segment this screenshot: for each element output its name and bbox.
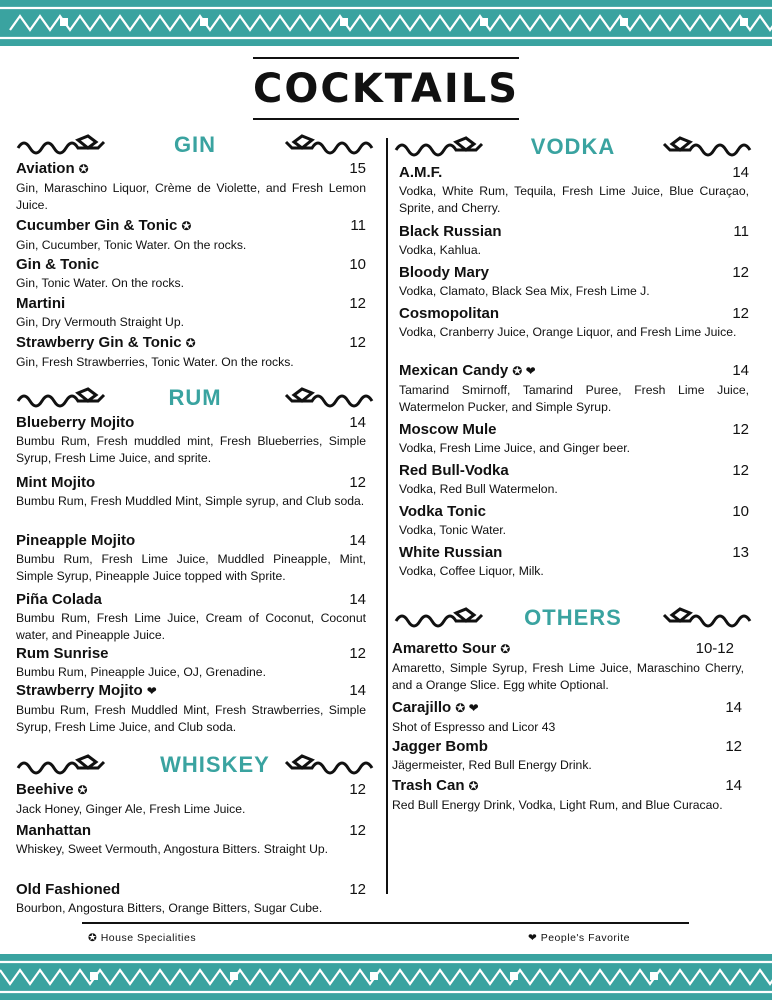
menu-item: [399, 164, 749, 217]
menu-item: [399, 503, 749, 539]
section-header-vodka: [394, 134, 752, 162]
aztec-pattern-icon: [0, 954, 772, 1000]
menu-item: [399, 264, 749, 300]
menu-item: [16, 591, 366, 644]
item-name: Gin & Tonic: [16, 256, 100, 273]
item-description: Gin, Cucumber, Tonic Water. On the rocks.: [16, 238, 247, 252]
item-name: Vodka Tonic: [399, 503, 486, 520]
menu-item: [399, 544, 749, 580]
house-special-icon: ✪: [500, 642, 511, 656]
item-description: Vodka, Tonic Water.: [399, 523, 507, 537]
menu-item: [16, 822, 366, 858]
title-top-rule: [253, 57, 519, 59]
menu-item: [16, 474, 366, 510]
menu-item: [16, 160, 366, 214]
item-name: Cucumber Gin & Tonic: [16, 217, 178, 234]
section-title: RUM: [168, 385, 222, 410]
menu-item: [399, 421, 749, 457]
item-price: 15: [349, 160, 366, 177]
house-special-favorite-icons: ✪ ❤: [512, 364, 536, 378]
item-description: Whiskey, Sweet Vermouth, Angostura Bitters. Straight Up.: [16, 842, 329, 856]
item-name: Cosmopolitan: [399, 305, 499, 322]
menu-item: [16, 217, 366, 254]
item-description: Bumbu Rum, Fresh Muddled Mint, Fresh Strawberries, Simple Syrup, Fresh Lime Juice, and Club soda.: [16, 703, 366, 734]
item-name: Carajillo: [392, 699, 452, 716]
item-name: Jagger Bomb: [392, 738, 488, 755]
serpent-icon: [284, 134, 374, 156]
item-name: Piña Colada: [16, 591, 102, 608]
item-name: Bloody Mary: [399, 264, 490, 281]
title-bottom-rule: [253, 118, 519, 120]
item-price: 12: [349, 334, 366, 351]
item-name: Strawberry Gin & Tonic: [16, 334, 182, 351]
item-description: Jack Honey, Ginger Ale, Fresh Lime Juice.: [16, 802, 246, 816]
section-title: GIN: [173, 132, 217, 157]
item-price: 14: [349, 682, 366, 699]
item-description: Gin, Tonic Water. On the rocks.: [16, 276, 184, 290]
column-divider: [386, 138, 388, 894]
house-special-icon: ✪: [181, 219, 192, 233]
menu-item: [399, 462, 749, 498]
item-name: Black Russian: [399, 223, 502, 240]
serpent-icon: [662, 136, 752, 158]
section-header-others: [394, 605, 752, 633]
item-price: 12: [732, 421, 749, 438]
house-special-favorite-icons: ✪ ❤: [455, 701, 479, 715]
favorite-heart-icon: ❤: [146, 684, 157, 698]
item-name: Blueberry Mojito: [16, 414, 135, 431]
item-description: Bumbu Rum, Fresh Lime Juice, Muddled Pineapple, Mint, Simple Syrup, Pineapple Juice topped with Sprite.: [16, 552, 366, 583]
item-price: 14: [349, 414, 366, 431]
item-description: Bumbu Rum, Fresh muddled mint, Fresh Blueberries, Simple Syrup, Fresh Lime Juice, and sprite.: [16, 434, 366, 465]
item-description: Bumbu Rum, Pineapple Juice, OJ, Grenadine.: [16, 665, 266, 679]
menu-item: [399, 305, 749, 341]
footer-rule: [82, 922, 689, 924]
item-name: A.M.F.: [399, 164, 443, 181]
item-name: Red Bull-Vodka: [399, 462, 509, 479]
item-name: Aviation: [16, 160, 75, 177]
item-description: Vodka, Coffee Liquor, Milk.: [399, 564, 544, 578]
item-name: Old Fashioned: [16, 881, 121, 898]
item-price: 12: [349, 295, 366, 312]
item-name: Moscow Mule: [399, 421, 497, 438]
serpent-icon: [284, 754, 374, 776]
item-name: Mexican Candy: [399, 362, 509, 379]
item-price: 13: [732, 544, 749, 561]
item-name: Strawberry Mojito: [16, 682, 143, 699]
item-description: Amaretto, Simple Syrup, Fresh Lime Juice, Maraschino Cherry, and a Orange Slice. Egg white Optional.: [392, 661, 744, 692]
menu-item: [16, 414, 366, 467]
menu-item: [16, 645, 366, 681]
menu-item: [16, 295, 366, 331]
item-price: 14: [349, 591, 366, 608]
item-name: Martini: [16, 295, 66, 312]
top-decorative-band: [0, 0, 772, 46]
item-name: Mint Mojito: [16, 474, 96, 491]
house-special-icon: ✪: [185, 336, 196, 350]
item-description: Shot of Espresso and Licor 43: [392, 720, 556, 734]
aztec-pattern-icon: [0, 0, 772, 46]
menu-item: [16, 532, 366, 585]
section-header-whiskey: [16, 752, 374, 780]
item-price: 14: [725, 777, 742, 794]
item-description: Jägermeister, Red Bull Energy Drink.: [392, 758, 592, 772]
serpent-icon: [662, 607, 752, 629]
item-description: Vodka, Fresh Lime Juice, and Ginger beer.: [399, 441, 631, 455]
item-price: 12: [349, 881, 366, 898]
menu-item: [392, 699, 744, 736]
item-price: 10: [732, 503, 749, 520]
section-title: OTHERS: [524, 605, 622, 630]
item-description: Vodka, Red Bull Watermelon.: [399, 482, 558, 496]
item-description: Bumbu Rum, Fresh Muddled Mint, Simple syrup, and Club soda.: [16, 494, 365, 508]
item-description: Bumbu Rum, Fresh Lime Juice, Cream of Coconut, Coconut water, and Pineapple Juice.: [16, 611, 366, 642]
item-price: 12: [349, 822, 366, 839]
menu-item: [16, 881, 366, 917]
house-special-icon: ✪: [78, 162, 89, 176]
section-title: VODKA: [530, 134, 616, 159]
item-description: Gin, Dry Vermouth Straight Up.: [16, 315, 184, 329]
item-price: 12: [349, 781, 366, 798]
item-name: Pineapple Mojito: [16, 532, 136, 549]
menu-item: [16, 334, 366, 371]
item-description: Bourbon, Angostura Bitters, Orange Bitters, Sugar Cube.: [16, 901, 323, 915]
section-title: WHISKEY: [160, 752, 270, 777]
legend-house-specialities: ✪ House Specialities: [88, 932, 197, 944]
item-name: Rum Sunrise: [16, 645, 109, 662]
menu-item: [399, 223, 749, 259]
item-price: 12: [349, 645, 366, 662]
item-name: Beehive: [16, 781, 74, 798]
serpent-icon: [284, 387, 374, 409]
item-description: Red Bull Energy Drink, Vodka, Light Rum, and Blue Curacao.: [392, 798, 723, 812]
item-description: Vodka, Cranberry Juice, Orange Liquor, and Fresh Lime Juice.: [399, 325, 737, 339]
item-description: Vodka, White Rum, Tequila, Fresh Lime Juice, Blue Curaçao, Sprite, and Cherry.: [399, 184, 749, 215]
legend-peoples-favorite: ❤ People's Favorite: [528, 932, 631, 944]
item-description: Vodka, Kahlua.: [399, 243, 481, 257]
menu-item: [392, 640, 744, 694]
item-price: 14: [732, 164, 749, 181]
item-name: White Russian: [399, 544, 503, 561]
menu-item: [399, 362, 749, 416]
item-description: Gin, Maraschino Liquor, Crème de Violette, and Fresh Lemon Juice.: [16, 181, 366, 212]
menu-item: [392, 738, 744, 774]
item-name: Manhattan: [16, 822, 91, 839]
menu-item: [16, 781, 366, 818]
menu-item: [392, 777, 742, 814]
item-price: 11: [350, 217, 366, 234]
item-description: Tamarind Smirnoff, Tamarind Puree, Fresh Lime Juice, Watermelon Pucker, and Simple Syrup.: [399, 383, 749, 414]
item-price: 12: [732, 305, 749, 322]
house-special-icon: ✪: [468, 779, 479, 793]
item-description: Vodka, Clamato, Black Sea Mix, Fresh Lime J.: [399, 284, 650, 298]
item-price: 12: [725, 738, 742, 755]
item-price: 11: [733, 223, 749, 240]
item-price: 10-12: [695, 640, 734, 657]
item-price: 12: [349, 474, 366, 491]
item-price: 14: [725, 699, 742, 716]
house-special-icon: ✪: [77, 783, 88, 797]
menu-item: [16, 682, 366, 736]
menu-item: [16, 256, 366, 292]
item-price: 14: [349, 532, 366, 549]
bottom-decorative-band: [0, 954, 772, 1000]
item-price: 12: [732, 264, 749, 281]
section-header-rum: [16, 385, 374, 413]
item-description: Gin, Fresh Strawberries, Tonic Water. On the rocks.: [16, 355, 294, 369]
item-name: Trash Can: [392, 777, 465, 794]
item-name: Amaretto Sour: [392, 640, 497, 657]
item-price: 10: [349, 256, 366, 273]
item-price: 12: [732, 462, 749, 479]
item-price: 14: [732, 362, 749, 379]
page-title: COCKTAILS: [252, 66, 520, 112]
section-header-gin: [16, 132, 374, 160]
